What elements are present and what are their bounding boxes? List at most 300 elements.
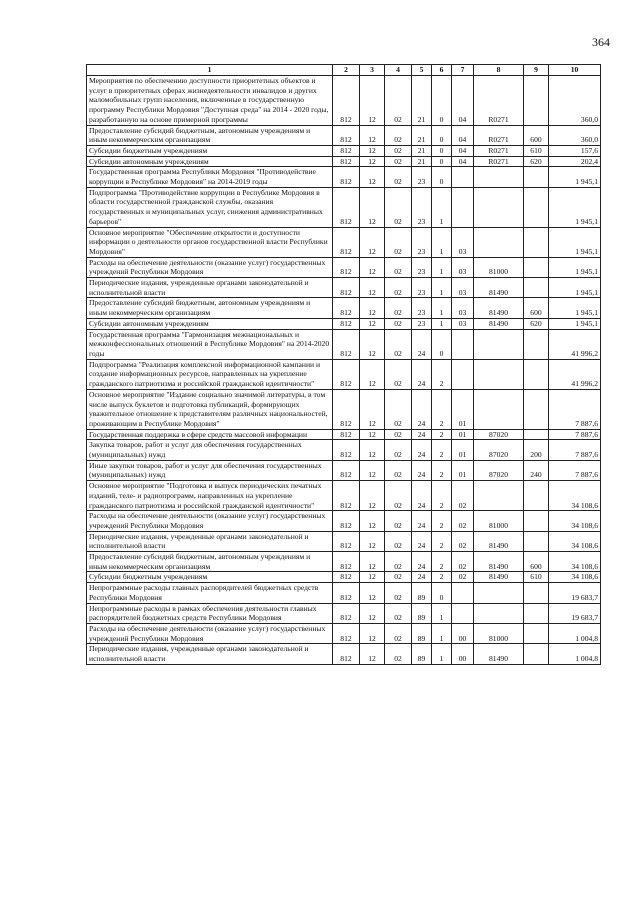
program-cell: 89	[412, 623, 432, 643]
admin-code-cell: 812	[333, 429, 360, 440]
column-header: 5	[412, 65, 432, 76]
activity-cell	[452, 583, 474, 603]
table-row	[87, 623, 601, 643]
admin-code-cell: 812	[333, 227, 360, 257]
row-name-cell: Государственная программа "Гармонизация межнациональных и межконфессиональных отношений в Республике Мордовия" на 2014-2020 годы	[87, 329, 333, 359]
subprogram-cell: 2	[432, 552, 452, 572]
section-cell: 12	[360, 145, 385, 156]
subprogram-cell: 1	[432, 278, 452, 298]
program-cell: 23	[412, 318, 432, 329]
row-name-cell: Субсидии автономным учреждениям	[87, 318, 333, 329]
row-name-cell: Расходы на обеспечение деятельности (оказание услуг) государственных учреждений Республики Мордовия	[87, 511, 333, 531]
direction-cell: 81490	[474, 318, 524, 329]
program-cell: 23	[412, 167, 432, 187]
expense-type-cell: 600	[524, 298, 549, 318]
table-row	[87, 227, 601, 257]
row-name-cell: Субсидии автономным учреждениям	[87, 156, 333, 167]
table-row	[87, 583, 601, 603]
subsection-cell: 02	[385, 583, 412, 603]
amount-cell: 1 945,1	[549, 257, 601, 277]
direction-cell: 81490	[474, 531, 524, 551]
direction-cell: R0271	[474, 76, 524, 126]
table-row	[87, 531, 601, 551]
program-cell: 24	[412, 359, 432, 389]
table-row	[87, 278, 601, 298]
table-body	[87, 76, 601, 665]
row-name-cell: Периодические издания, учрежденные органами законодательной и исполнительной власти	[87, 644, 333, 664]
expense-type-cell	[524, 531, 549, 551]
expense-type-cell	[524, 76, 549, 126]
table-row	[87, 389, 601, 429]
table-row	[87, 511, 601, 531]
subprogram-cell: 0	[432, 156, 452, 167]
admin-code-cell: 812	[333, 257, 360, 277]
admin-code-cell: 812	[333, 76, 360, 126]
table-row	[87, 359, 601, 389]
table-row	[87, 187, 601, 227]
amount-cell: 157,6	[549, 145, 601, 156]
expense-type-cell: 610	[524, 572, 549, 583]
section-cell: 12	[360, 440, 385, 460]
subprogram-cell: 2	[432, 511, 452, 531]
admin-code-cell: 812	[333, 583, 360, 603]
section-cell: 12	[360, 187, 385, 227]
subsection-cell: 02	[385, 460, 412, 480]
activity-cell: 00	[452, 623, 474, 643]
table-row	[87, 145, 601, 156]
subsection-cell: 02	[385, 76, 412, 126]
subsection-cell: 02	[385, 125, 412, 145]
page-number: 364	[592, 35, 610, 49]
program-cell: 24	[412, 552, 432, 572]
subsection-cell: 02	[385, 298, 412, 318]
subsection-cell: 02	[385, 318, 412, 329]
section-cell: 12	[360, 278, 385, 298]
amount-cell: 1 945,1	[549, 167, 601, 187]
direction-cell	[474, 187, 524, 227]
section-cell: 12	[360, 531, 385, 551]
section-cell: 12	[360, 167, 385, 187]
activity-cell	[452, 329, 474, 359]
subsection-cell: 02	[385, 481, 412, 511]
section-cell: 12	[360, 156, 385, 167]
expense-type-cell	[524, 227, 549, 257]
subprogram-cell: 1	[432, 623, 452, 643]
subprogram-cell: 2	[432, 460, 452, 480]
section-cell: 12	[360, 623, 385, 643]
program-cell: 23	[412, 278, 432, 298]
activity-cell: 01	[452, 440, 474, 460]
direction-cell: 81490	[474, 572, 524, 583]
table-row	[87, 440, 601, 460]
row-name-cell: Государственная поддержка в сфере средств массовой информации	[87, 429, 333, 440]
subprogram-cell: 1	[432, 298, 452, 318]
amount-cell: 360,0	[549, 76, 601, 126]
program-cell: 21	[412, 76, 432, 126]
activity-cell: 02	[452, 481, 474, 511]
table-row	[87, 76, 601, 126]
section-cell: 12	[360, 329, 385, 359]
amount-cell: 34 108,6	[549, 531, 601, 551]
table-row	[87, 603, 601, 623]
amount-cell: 7 887,6	[549, 460, 601, 480]
subsection-cell: 02	[385, 359, 412, 389]
direction-cell	[474, 603, 524, 623]
budget-table	[86, 64, 601, 665]
activity-cell: 03	[452, 227, 474, 257]
amount-cell: 7 887,6	[549, 440, 601, 460]
program-cell: 23	[412, 298, 432, 318]
subsection-cell: 02	[385, 531, 412, 551]
table-row	[87, 481, 601, 511]
admin-code-cell: 812	[333, 440, 360, 460]
table-row	[87, 644, 601, 664]
table-row	[87, 460, 601, 480]
direction-cell	[474, 329, 524, 359]
subsection-cell: 02	[385, 257, 412, 277]
subprogram-cell: 1	[432, 318, 452, 329]
expense-type-cell	[524, 278, 549, 298]
activity-cell: 04	[452, 76, 474, 126]
subsection-cell: 02	[385, 278, 412, 298]
admin-code-cell: 812	[333, 167, 360, 187]
subprogram-cell: 0	[432, 167, 452, 187]
admin-code-cell: 812	[333, 318, 360, 329]
program-cell: 23	[412, 227, 432, 257]
subsection-cell: 02	[385, 329, 412, 359]
expense-type-cell: 200	[524, 440, 549, 460]
admin-code-cell: 812	[333, 156, 360, 167]
column-header: 9	[524, 65, 549, 76]
row-name-cell: Периодические издания, учрежденные органами законодательной и исполнительной власти	[87, 278, 333, 298]
direction-cell: 87020	[474, 429, 524, 440]
section-cell: 12	[360, 481, 385, 511]
section-cell: 12	[360, 572, 385, 583]
subprogram-cell: 2	[432, 481, 452, 511]
subprogram-cell: 2	[432, 389, 452, 429]
row-name-cell: Субсидии бюджетным учреждениям	[87, 145, 333, 156]
table-row	[87, 156, 601, 167]
program-cell: 24	[412, 531, 432, 551]
column-header: 3	[360, 65, 385, 76]
section-cell: 12	[360, 227, 385, 257]
direction-cell	[474, 167, 524, 187]
direction-cell	[474, 481, 524, 511]
activity-cell: 02	[452, 531, 474, 551]
expense-type-cell	[524, 429, 549, 440]
activity-cell	[452, 603, 474, 623]
table-header-row	[87, 65, 601, 76]
program-cell: 21	[412, 145, 432, 156]
table-row	[87, 167, 601, 187]
expense-type-cell	[524, 329, 549, 359]
direction-cell: 87020	[474, 440, 524, 460]
row-name-cell: Непрограммные расходы в рамках обеспечения деятельности главных распорядителей бюджетных средств Республики Мордовия	[87, 603, 333, 623]
table-row	[87, 329, 601, 359]
expense-type-cell	[524, 167, 549, 187]
direction-cell: R0271	[474, 125, 524, 145]
expense-type-cell: 620	[524, 156, 549, 167]
amount-cell: 34 108,6	[549, 511, 601, 531]
table-row	[87, 572, 601, 583]
activity-cell: 02	[452, 552, 474, 572]
subsection-cell: 02	[385, 572, 412, 583]
direction-cell: 81000	[474, 623, 524, 643]
section-cell: 12	[360, 429, 385, 440]
admin-code-cell: 812	[333, 644, 360, 664]
program-cell: 24	[412, 460, 432, 480]
admin-code-cell: 812	[333, 603, 360, 623]
row-name-cell: Закупка товаров, работ и услуг для обеспечения государственных (муниципальных) нужд	[87, 440, 333, 460]
row-name-cell: Основное мероприятие "Подготовка и выпуск периодических печатных изданий, теле- и радиопрограмм, направленных на укрепление гражданского патриотизма и российской гражданской идентичности"	[87, 481, 333, 511]
expense-type-cell	[524, 511, 549, 531]
column-header: 1	[87, 65, 333, 76]
admin-code-cell: 812	[333, 298, 360, 318]
admin-code-cell: 812	[333, 460, 360, 480]
row-name-cell: Мероприятия по обеспечению доступности приоритетных объектов и услуг в приоритетных сферах жизнедеятельности инвалидов и других маломобильных групп населения, включенные в государственную программу Республики Мордовия "Доступная среда" на 2014 - 2020 годы, разработанную на основе примерной программы	[87, 76, 333, 126]
expense-type-cell	[524, 389, 549, 429]
table-row	[87, 257, 601, 277]
activity-cell: 03	[452, 278, 474, 298]
direction-cell: 81490	[474, 552, 524, 572]
direction-cell	[474, 359, 524, 389]
column-header: 6	[432, 65, 452, 76]
section-cell: 12	[360, 552, 385, 572]
section-cell: 12	[360, 359, 385, 389]
row-name-cell: Подпрограмма "Реализация комплексной информационной кампании и создание информационных ресурсов, направленных на укрепление гражданского патриотизма и российской гражданской идентичности"	[87, 359, 333, 389]
subprogram-cell: 2	[432, 359, 452, 389]
program-cell: 24	[412, 511, 432, 531]
activity-cell: 03	[452, 318, 474, 329]
activity-cell	[452, 187, 474, 227]
expense-type-cell	[524, 257, 549, 277]
program-cell: 24	[412, 389, 432, 429]
admin-code-cell: 812	[333, 125, 360, 145]
amount-cell: 1 004,8	[549, 623, 601, 643]
activity-cell: 03	[452, 298, 474, 318]
expense-type-cell	[524, 187, 549, 227]
row-name-cell: Государственная программа Республики Мордовия "Противодействие коррупции в Республике Мордовия" на 2014-2019 годы	[87, 167, 333, 187]
subsection-cell: 02	[385, 187, 412, 227]
column-header: 8	[474, 65, 524, 76]
expense-type-cell: 620	[524, 318, 549, 329]
table-row	[87, 552, 601, 572]
admin-code-cell: 812	[333, 329, 360, 359]
amount-cell: 41 996,2	[549, 329, 601, 359]
column-header: 4	[385, 65, 412, 76]
program-cell: 24	[412, 572, 432, 583]
direction-cell: R0271	[474, 156, 524, 167]
subsection-cell: 02	[385, 603, 412, 623]
expense-type-cell	[524, 583, 549, 603]
activity-cell: 04	[452, 125, 474, 145]
subprogram-cell: 1	[432, 187, 452, 227]
row-name-cell: Предоставление субсидий бюджетным, автономным учреждениям и иным некоммерческим организациям	[87, 298, 333, 318]
expense-type-cell	[524, 481, 549, 511]
row-name-cell: Основное мероприятие "Обеспечение открытости и доступности информации о деятельности органов государственной власти Республики Мордовия"	[87, 227, 333, 257]
amount-cell: 1 945,1	[549, 187, 601, 227]
direction-cell: 81490	[474, 278, 524, 298]
subprogram-cell: 2	[432, 440, 452, 460]
admin-code-cell: 812	[333, 389, 360, 429]
activity-cell: 01	[452, 389, 474, 429]
section-cell: 12	[360, 511, 385, 531]
program-cell: 21	[412, 156, 432, 167]
direction-cell: R0271	[474, 145, 524, 156]
admin-code-cell: 812	[333, 145, 360, 156]
program-cell: 89	[412, 603, 432, 623]
program-cell: 21	[412, 125, 432, 145]
subsection-cell: 02	[385, 440, 412, 460]
subsection-cell: 02	[385, 389, 412, 429]
amount-cell: 360,0	[549, 125, 601, 145]
row-name-cell: Периодические издания, учрежденные органами законодательной и исполнительной власти	[87, 531, 333, 551]
section-cell: 12	[360, 583, 385, 603]
expense-type-cell: 600	[524, 552, 549, 572]
program-cell: 24	[412, 440, 432, 460]
subprogram-cell: 1	[432, 257, 452, 277]
program-cell: 24	[412, 329, 432, 359]
column-header: 7	[452, 65, 474, 76]
table-row	[87, 298, 601, 318]
column-header: 10	[549, 65, 601, 76]
admin-code-cell: 812	[333, 531, 360, 551]
section-cell: 12	[360, 298, 385, 318]
amount-cell: 19 683,7	[549, 603, 601, 623]
section-cell: 12	[360, 125, 385, 145]
subprogram-cell: 0	[432, 145, 452, 156]
amount-cell: 34 108,6	[549, 572, 601, 583]
admin-code-cell: 812	[333, 187, 360, 227]
subprogram-cell: 0	[432, 76, 452, 126]
program-cell: 24	[412, 481, 432, 511]
activity-cell: 00	[452, 644, 474, 664]
subsection-cell: 02	[385, 227, 412, 257]
subsection-cell: 02	[385, 145, 412, 156]
subsection-cell: 02	[385, 644, 412, 664]
row-name-cell: Подпрограмма "Противодействие коррупции в Республике Мордовия в области государственной гражданской службы, оказания государственных и муниципальных услуг, снижения административных барьеров"	[87, 187, 333, 227]
row-name-cell: Предоставление субсидий бюджетным, автономным учреждениям и иным некоммерческим организациям	[87, 125, 333, 145]
row-name-cell: Основное мероприятие "Издание социально значимой литературы, в том числе выпуск буклетов и подготовка публикаций, формирующих уважительное отношение к представителям различных национальностей, проживающим в Республике Мордовия"	[87, 389, 333, 429]
activity-cell: 01	[452, 429, 474, 440]
admin-code-cell: 812	[333, 278, 360, 298]
table-row	[87, 429, 601, 440]
admin-code-cell: 812	[333, 572, 360, 583]
amount-cell: 7 887,6	[549, 429, 601, 440]
row-name-cell: Иные закупки товаров, работ и услуг для обеспечения государственных (муниципальных) нужд	[87, 460, 333, 480]
direction-cell: 81000	[474, 257, 524, 277]
subprogram-cell: 1	[432, 603, 452, 623]
direction-cell: 81000	[474, 511, 524, 531]
subsection-cell: 02	[385, 511, 412, 531]
expense-type-cell	[524, 603, 549, 623]
subsection-cell: 02	[385, 167, 412, 187]
amount-cell: 1 945,1	[549, 227, 601, 257]
direction-cell	[474, 227, 524, 257]
expense-type-cell	[524, 359, 549, 389]
row-name-cell: Субсидии бюджетным учреждениям	[87, 572, 333, 583]
column-header: 2	[333, 65, 360, 76]
subprogram-cell: 2	[432, 531, 452, 551]
program-cell: 89	[412, 644, 432, 664]
direction-cell	[474, 583, 524, 603]
subsection-cell: 02	[385, 552, 412, 572]
activity-cell: 01	[452, 460, 474, 480]
subprogram-cell: 1	[432, 644, 452, 664]
section-cell: 12	[360, 603, 385, 623]
expense-type-cell	[524, 644, 549, 664]
section-cell: 12	[360, 389, 385, 429]
admin-code-cell: 812	[333, 481, 360, 511]
amount-cell: 7 887,6	[549, 389, 601, 429]
amount-cell: 1 004,8	[549, 644, 601, 664]
subprogram-cell: 2	[432, 572, 452, 583]
amount-cell: 1 945,1	[549, 278, 601, 298]
subprogram-cell: 2	[432, 429, 452, 440]
section-cell: 12	[360, 257, 385, 277]
row-name-cell: Предоставление субсидий бюджетным, автономным учреждениям и иным некоммерческим организациям	[87, 552, 333, 572]
subsection-cell: 02	[385, 623, 412, 643]
admin-code-cell: 812	[333, 623, 360, 643]
activity-cell: 04	[452, 145, 474, 156]
direction-cell	[474, 389, 524, 429]
amount-cell: 41 996,2	[549, 359, 601, 389]
row-name-cell: Расходы на обеспечение деятельности (оказание услуг) государственных учреждений Республики Мордовия	[87, 623, 333, 643]
subprogram-cell: 1	[432, 227, 452, 257]
direction-cell: 81490	[474, 644, 524, 664]
expense-type-cell: 600	[524, 125, 549, 145]
table-row	[87, 318, 601, 329]
direction-cell: 81490	[474, 298, 524, 318]
table-row	[87, 125, 601, 145]
program-cell: 24	[412, 429, 432, 440]
program-cell: 89	[412, 583, 432, 603]
activity-cell	[452, 359, 474, 389]
direction-cell: 87020	[474, 460, 524, 480]
amount-cell: 1 945,1	[549, 298, 601, 318]
expense-type-cell	[524, 623, 549, 643]
subprogram-cell: 0	[432, 125, 452, 145]
amount-cell: 19 683,7	[549, 583, 601, 603]
amount-cell: 202,4	[549, 156, 601, 167]
activity-cell: 02	[452, 511, 474, 531]
section-cell: 12	[360, 76, 385, 126]
amount-cell: 34 108,6	[549, 481, 601, 511]
section-cell: 12	[360, 318, 385, 329]
section-cell: 12	[360, 460, 385, 480]
activity-cell: 03	[452, 257, 474, 277]
admin-code-cell: 812	[333, 552, 360, 572]
activity-cell	[452, 167, 474, 187]
subsection-cell: 02	[385, 429, 412, 440]
activity-cell: 04	[452, 156, 474, 167]
subprogram-cell: 0	[432, 329, 452, 359]
admin-code-cell: 812	[333, 511, 360, 531]
admin-code-cell: 812	[333, 359, 360, 389]
row-name-cell: Непрограммные расходы главных распорядителей бюджетных средств Республики Мордовия	[87, 583, 333, 603]
amount-cell: 34 108,6	[549, 552, 601, 572]
program-cell: 23	[412, 187, 432, 227]
activity-cell: 02	[452, 572, 474, 583]
expense-type-cell: 240	[524, 460, 549, 480]
subsection-cell: 02	[385, 156, 412, 167]
section-cell: 12	[360, 644, 385, 664]
subprogram-cell: 0	[432, 583, 452, 603]
expense-type-cell: 610	[524, 145, 549, 156]
row-name-cell: Расходы на обеспечение деятельности (оказание услуг) государственных учреждений Республики Мордовия	[87, 257, 333, 277]
program-cell: 23	[412, 257, 432, 277]
amount-cell: 1 945,1	[549, 318, 601, 329]
